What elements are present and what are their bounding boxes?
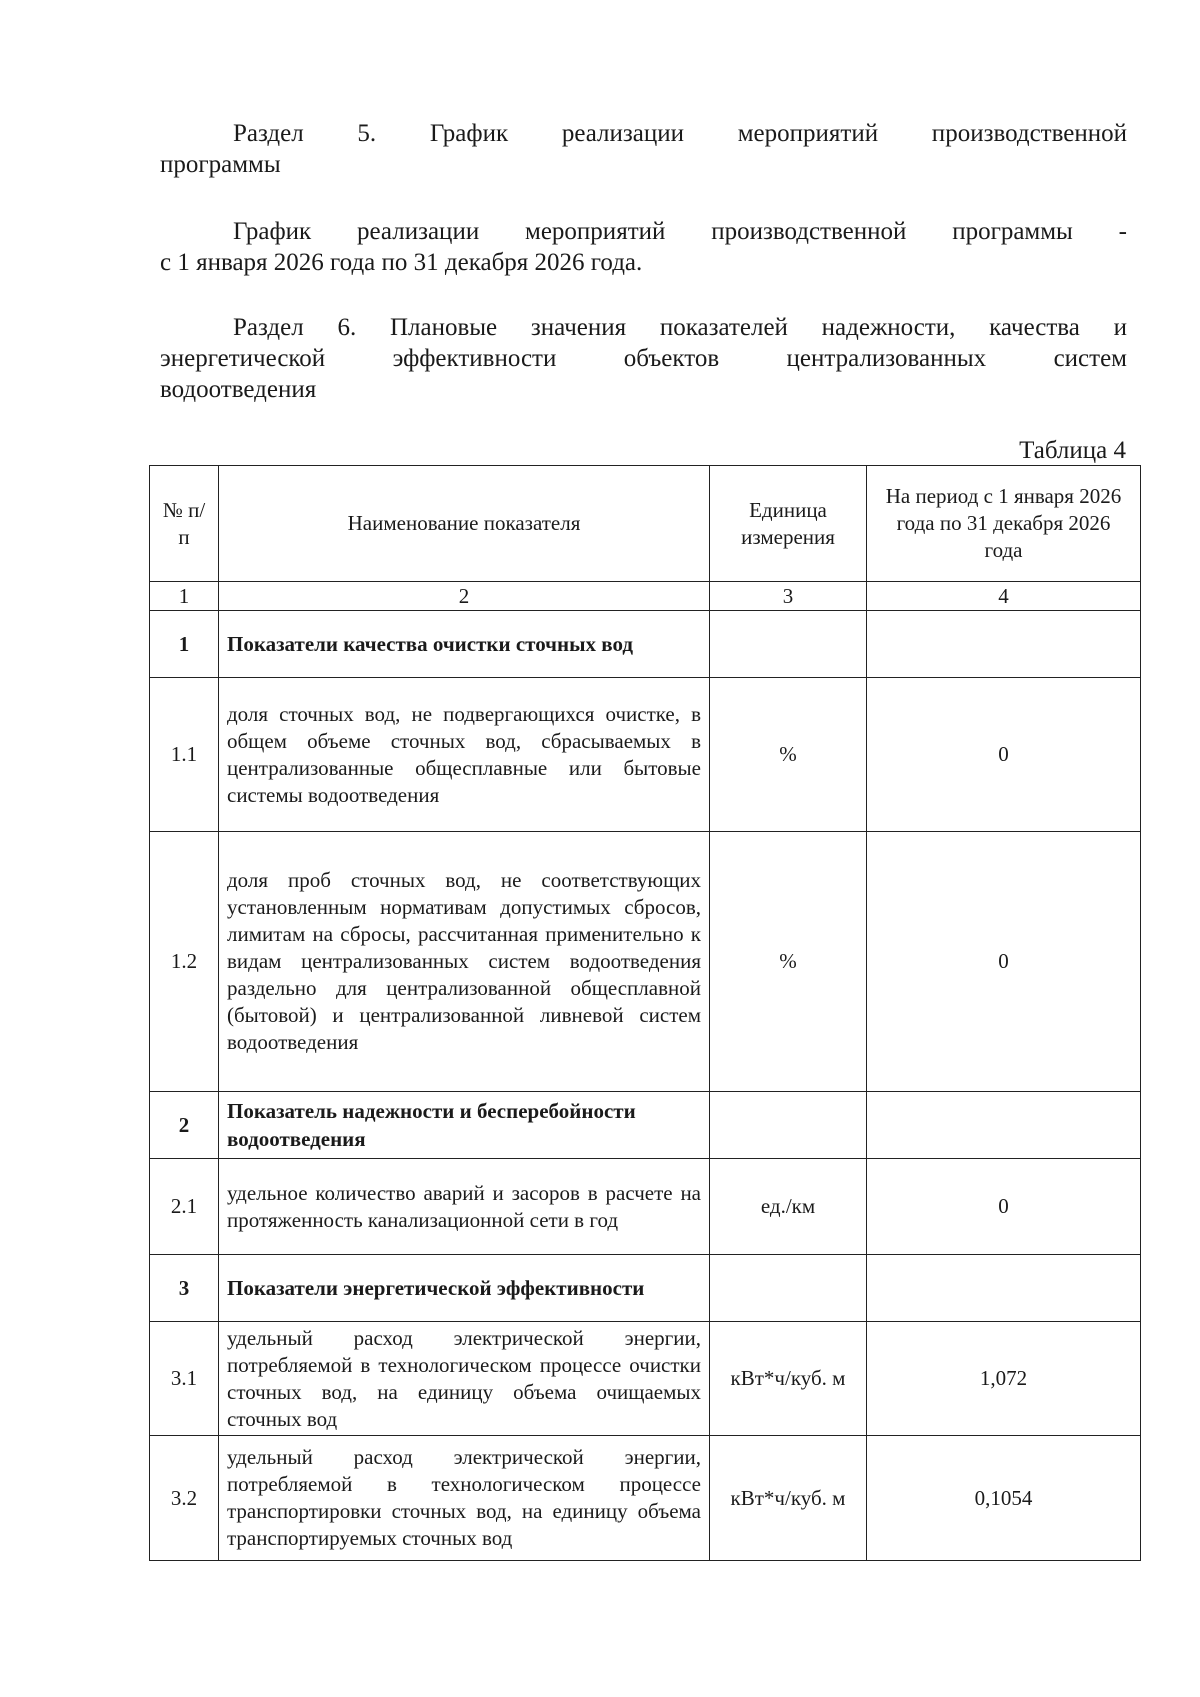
section-5-heading-line2: программы — [160, 151, 281, 178]
row-value: 0 — [867, 678, 1141, 832]
row-unit: кВт*ч/куб. м — [710, 1436, 867, 1561]
row-unit — [710, 1255, 867, 1322]
column-number: 1 — [150, 582, 219, 611]
section-6-heading — [160, 312, 1127, 405]
row-num: 3 — [150, 1255, 219, 1322]
section-6-heading-line2: энергетической эффективности объектов централизованных систем — [160, 345, 1127, 372]
table-row — [150, 1436, 1141, 1561]
column-number-row — [150, 582, 1141, 611]
row-name: доля проб сточных вод, не соответствующих установленным нормативам допустимых сбросов, лимитам на сбросы, рассчитанная применительно к видам централизованных систем водоотведения раздельно для централизованной общесплавной (бытовой) и централизованной ливневой систем водоотведения — [219, 832, 710, 1092]
schedule-paragraph-line2: с 1 января 2026 года по 31 декабря 2026 года. — [160, 249, 643, 276]
row-value — [867, 611, 1141, 678]
row-unit — [710, 611, 867, 678]
header-period: На период с 1 января 2026 года по 31 декабря 2026 года — [867, 466, 1141, 582]
row-num: 2.1 — [150, 1159, 219, 1255]
row-value: 0 — [867, 1159, 1141, 1255]
indicators-table — [149, 465, 1141, 1561]
section-6-heading-line3: водоотведения — [160, 376, 317, 403]
row-name: удельное количество аварий и засоров в расчете на протяженность канализационной сети в год — [219, 1159, 710, 1255]
row-unit: кВт*ч/куб. м — [710, 1322, 867, 1436]
schedule-paragraph-line1: График реализации мероприятий производственной программы - — [233, 218, 1127, 245]
row-name: Показатель надежности и бесперебойности водоотведения — [219, 1092, 710, 1159]
row-unit — [710, 1092, 867, 1159]
column-number: 4 — [867, 582, 1141, 611]
row-value — [867, 1255, 1141, 1322]
column-number: 3 — [710, 582, 867, 611]
row-value: 0 — [867, 832, 1141, 1092]
row-num: 3.1 — [150, 1322, 219, 1436]
row-num: 3.2 — [150, 1436, 219, 1561]
row-num: 2 — [150, 1092, 219, 1159]
header-num: № п/п — [150, 466, 219, 582]
row-value — [867, 1092, 1141, 1159]
row-value: 0,1054 — [867, 1436, 1141, 1561]
section-6-heading-line1: Раздел 6. Плановые значения показателей надежности, качества и — [233, 314, 1127, 341]
table-row — [150, 832, 1141, 1092]
table-row-group — [150, 611, 1141, 678]
row-num: 1.2 — [150, 832, 219, 1092]
column-number: 2 — [219, 582, 710, 611]
row-unit: % — [710, 832, 867, 1092]
row-name: удельный расход электрической энергии, потребляемой в технологическом процессе очистки сточных вод, на единицу объема очищаемых сточных вод — [219, 1322, 710, 1436]
header-unit: Единица измерения — [710, 466, 867, 582]
table-row — [150, 678, 1141, 832]
table-row-group — [150, 1092, 1141, 1159]
section-5-heading-line1: Раздел 5. График реализации мероприятий производственной — [233, 120, 1127, 147]
schedule-paragraph — [160, 216, 1127, 278]
row-name: Показатели качества очистки сточных вод — [219, 611, 710, 678]
header-name: Наименование показателя — [219, 466, 710, 582]
row-name: удельный расход электрической энергии, потребляемой в технологическом процессе транспортировки сточных вод, на единицу объема транспортируемых сточных вод — [219, 1436, 710, 1561]
row-num: 1.1 — [150, 678, 219, 832]
row-name: доля сточных вод, не подвергающихся очистке, в общем объеме сточных вод, сбрасываемых в централизованные общесплавные или бытовые системы водоотведения — [219, 678, 710, 832]
table-row — [150, 1159, 1141, 1255]
row-num: 1 — [150, 611, 219, 678]
row-name: Показатели энергетической эффективности — [219, 1255, 710, 1322]
section-5-heading — [160, 118, 1127, 180]
row-value: 1,072 — [867, 1322, 1141, 1436]
table-header-row — [150, 466, 1141, 582]
table-row-group — [150, 1255, 1141, 1322]
table-row — [150, 1322, 1141, 1436]
row-unit: ед./км — [710, 1159, 867, 1255]
table-caption: Таблица 4 — [1019, 437, 1126, 464]
row-unit: % — [710, 678, 867, 832]
